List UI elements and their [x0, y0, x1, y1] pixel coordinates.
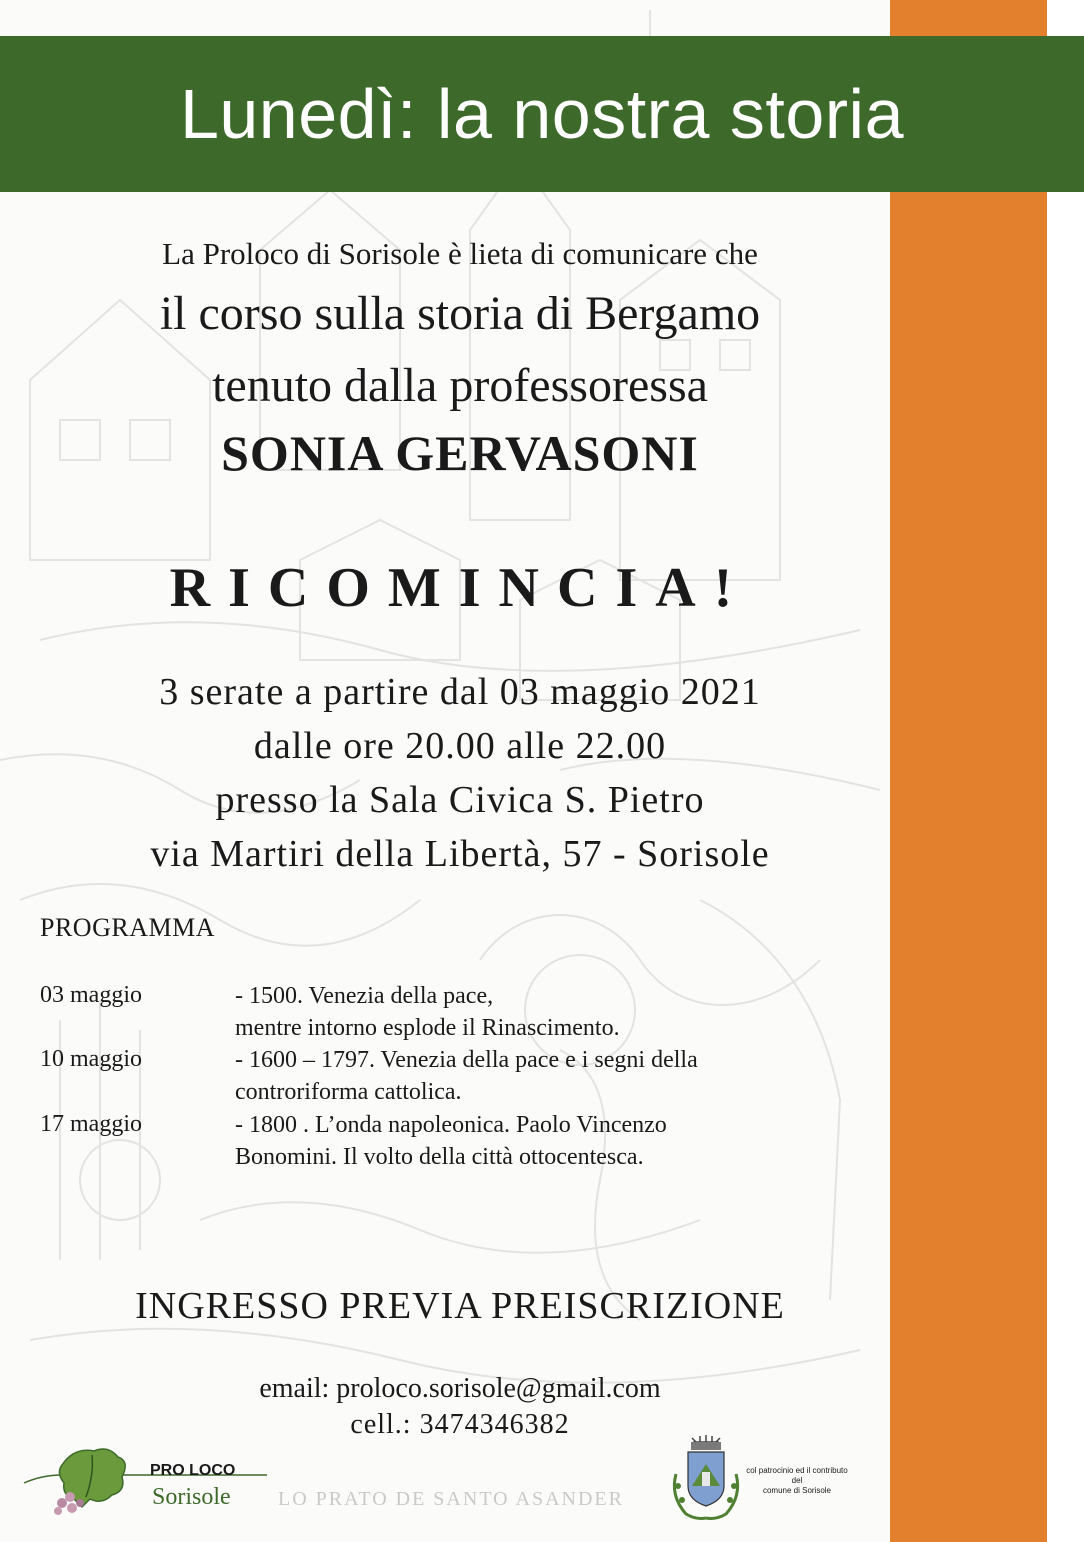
patronage-line: del	[791, 1476, 803, 1485]
teacher-line: tenuto dalla professoressa	[212, 359, 708, 412]
event-venue: presso la Sala Civica S. Pietro	[215, 779, 705, 821]
program-description-line: - 1800 . L’onda napoleonica. Paolo Vincenzo	[235, 1112, 667, 1138]
program-title: PROGRAMMA	[40, 913, 215, 942]
program-description-line: Bonomini. Il volto della città ottocentesca.	[235, 1144, 644, 1170]
program-description-line: - 1500. Venezia della pace,	[235, 983, 494, 1009]
program-date: 10 maggio	[40, 1046, 142, 1072]
contact-phone: cell.: 3474346382	[350, 1409, 570, 1440]
contact-email: email: proloco.sorisole@gmail.com	[259, 1373, 661, 1404]
title-banner	[0, 36, 1084, 192]
proloco-logo-town: Sorisole	[152, 1484, 231, 1510]
banner-title: Lunedì: la nostra storia	[179, 75, 905, 153]
patronage-line: comune di Sorisole	[762, 1486, 832, 1495]
program-date: 17 maggio	[40, 1111, 142, 1137]
event-dates: 3 serate a partire dal 03 maggio 2021	[159, 671, 761, 713]
patronage-line: col patrocinio ed il contributo	[746, 1466, 848, 1475]
municipal-crest-icon	[666, 1434, 746, 1526]
program-description	[235, 1109, 667, 1173]
sketch-caption: LO PRATO DE SANTO ASANDER	[278, 1488, 624, 1510]
event-hours: dalle ore 20.00 alle 22.00	[253, 725, 667, 767]
proloco-grape-leaf-icon	[22, 1445, 272, 1517]
patronage-note	[738, 1466, 856, 1496]
event-address: via Martiri della Libertà, 57 - Sorisole	[150, 833, 770, 875]
program-description	[235, 1044, 698, 1108]
program-date: 03 maggio	[40, 982, 142, 1008]
program-description	[235, 980, 620, 1044]
program-description-line: mentre intorno esplode il Rinascimento.	[235, 1015, 620, 1041]
proloco-logo-name: PRO LOCO	[150, 1462, 236, 1479]
intro-text: La Proloco di Sorisole è lieta di comunicare che	[162, 236, 758, 271]
teacher-name: SONIA GERVASONI	[221, 425, 699, 481]
program-description-line: controriforma cattolica.	[235, 1079, 462, 1105]
program-description-line: - 1600 – 1797. Venezia della pace e i segni della	[235, 1047, 698, 1073]
course-line: il corso sulla storia di Bergamo	[159, 287, 761, 340]
headline-ricomincia: RICOMINCIA!	[169, 557, 751, 619]
right-margin	[1047, 0, 1084, 1542]
registration-notice: INGRESSO PREVIA PREISCRIZIONE	[135, 1285, 785, 1327]
